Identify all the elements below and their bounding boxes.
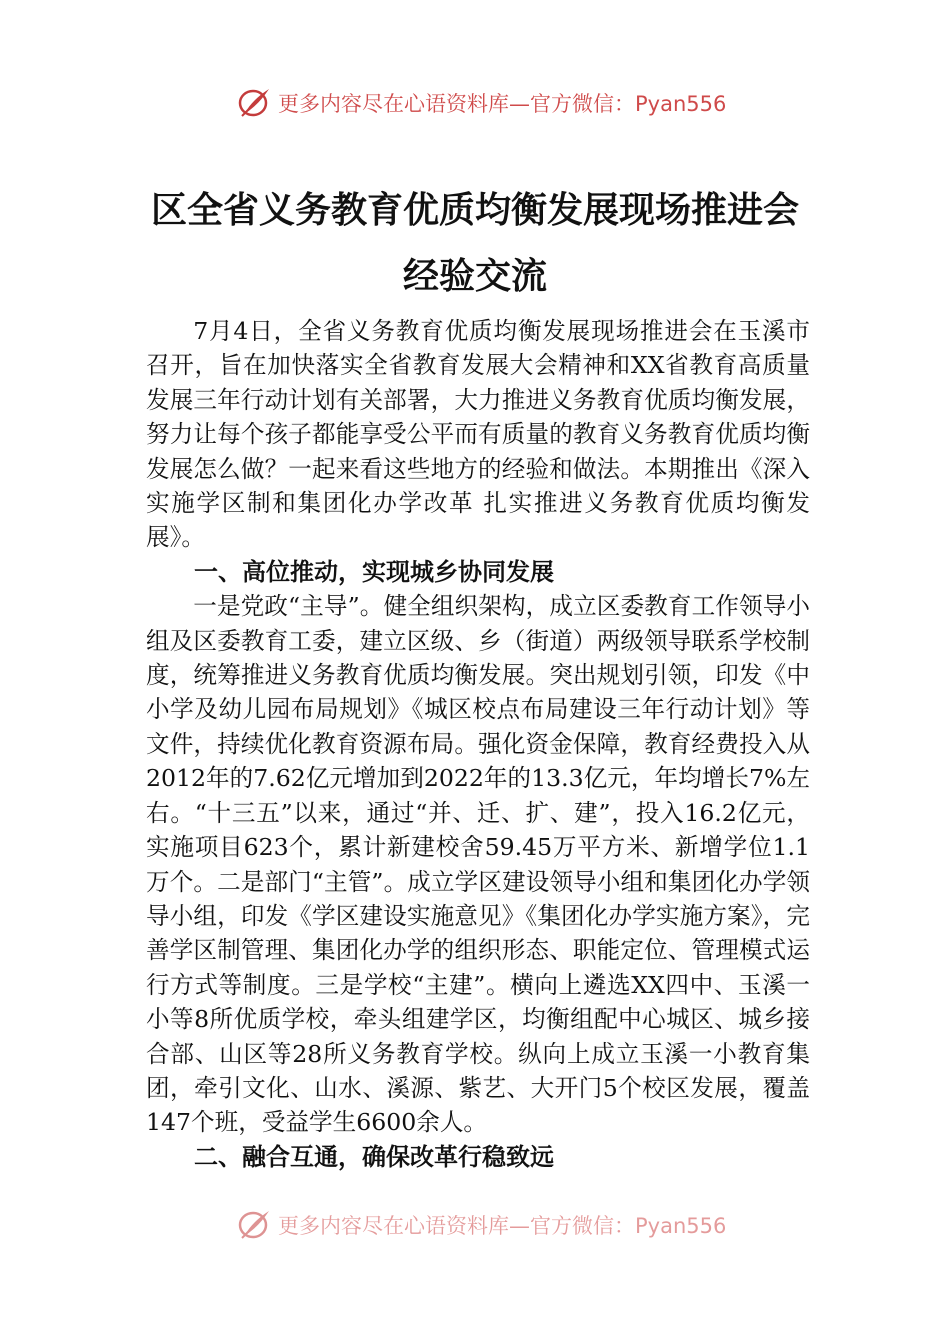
feather-logo-icon [236, 1208, 272, 1242]
feather-logo-icon [236, 86, 272, 120]
section2-heading: 二、融合互通，确保改革行稳致远 [194, 1142, 554, 1171]
section1-paragraph: 一是党政“主导”。健全组织架构，成立区委教育工作领导小组及区委教育工委，建立区级、乡（街道）两级领导联系学校制度，统筹推进义务教育优质均衡发展。突出规划引领，印发《中小学及幼儿园布局规划》《城区校点布局建设三年行动计划》等文件，持续优化教育资源布局。强化资金保障，教育经费投入从2012年的7.62亿元增加到2022年的13.3亿元，年均增长7%左右。“十三五”以来，通过“并、迁、扩、建”，投入16.2亿元，实施项目623个，累计新建校舍59.45万平方米、新增学位1.1万个。二是部门“主管”。成立学区建设领导小组和集团化办学领导小组，印发《学区建设实施意见》《集团化办学实施方案》，完善学区制管理、集团化办学的组织形态、职能定位、管理模式运行方式等制度。三是学校“主建”。横向上遴选XX四中、玉溪一小等8所优质学校，牵头组建学区，均衡组配中心城区、城乡接合部、山区等28所义务教育学校。纵向上成立玉溪一小教育集团，牵引文化、山水、溪源、紫艺、大开门5个校区发展，覆盖147个班，受益学生6600余人。 [146, 592, 810, 1137]
intro-paragraph: 7月4日，全省义务教育优质均衡发展现场推进会在玉溪市召开，旨在加快落实全省教育发展大会精神和XX省教育高质量发展三年行动计划有关部署，大力推进义务教育优质均衡发展，努力让每个孩子都能享受公平而有质量的教育义务教育优质均衡发展怎么做？一起来看这些地方的经验和做法。本期推出《深入实施学区制和集团化办学改革 扎实推进义务教育优质均衡发展》。 [146, 317, 810, 552]
document-body [146, 314, 810, 1174]
watermark-text: 更多内容尽在心语资料库—官方微信：Pyan556 [278, 92, 727, 116]
watermark-top [236, 86, 726, 120]
watermark-bottom [236, 1208, 726, 1242]
section1-heading: 一、高位推动，实现城乡协同发展 [194, 557, 554, 586]
watermark-text: 更多内容尽在心语资料库—官方微信：Pyan556 [278, 1214, 727, 1238]
document-title-line1: 区全省义务教育优质均衡发展现场推进会 [150, 189, 799, 231]
document-title-line2: 经验交流 [402, 255, 547, 297]
